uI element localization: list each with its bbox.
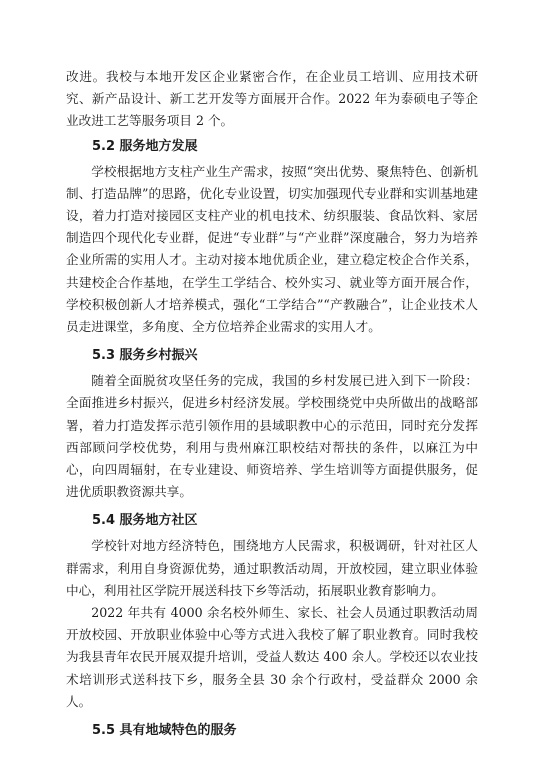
section-5-4-paragraph-1: 学校针对地方经济特色，围绕地方人民需求，积极调研，针对社区人群需求，利用自身资源优势，通过职教活动周，开放校园，建立职业体验中心，利用社区学院开展送科技下乡等活动，拓展职业教育影响力。 bbox=[66, 538, 478, 598]
section-5-4-paragraph-2: 2022 年共有 4000 余名校外师生、家长、社会人员通过职教活动周开放校园、开放职业体验中心等方式进入我校了解了职业教育。同时我校为我县青年农民开展双提升培训，受益人数达 400 余人。学校还以农业技术培训形式送科技下乡，服务全县 30 余个行政村，受益群众 2000 余人。 bbox=[66, 605, 478, 709]
intro-paragraph: 改进。我校与本地开发区企业紧密合作，在企业员工培训、应用技术研究、新产品设计、新工艺开发等方面展开合作。2022 年为泰硕电子等企业改进工艺等服务项目 2 个。 bbox=[66, 69, 478, 129]
section-heading-5-3: 5.3 服务乡村振兴 bbox=[92, 348, 198, 364]
section-heading-5-2: 5.2 服务地方发展 bbox=[92, 138, 198, 154]
section-5-2-paragraph: 学校根据地方支柱产业生产需求，按照“突出优势、聚焦特色、创新机制、打造品牌”的思路，优化专业设置，切实加强现代专业群和实训基地建设，着力打造对接园区支柱产业的机电技术、纺织服装、食品饮料、家居制造四个现代化专业群，促进“专业群”与“产业群”深度融合，努力为培养企业所需的实用人才。主动对接本地优质企业，建立稳定校企合作关系，共建校企合作基地，在学生工学结合、校外实习、就业等方面开展合作，学校积极创新人才培养模式，强化“工学结合”“产教融合”，让企业技术人员走进课堂，多角度、全方位培养企业需求的实用人才。 bbox=[66, 163, 478, 335]
section-heading-5-4: 5.4 服务地方社区 bbox=[92, 513, 198, 529]
section-heading-5-5: 5.5 具有地域特色的服务 bbox=[92, 723, 237, 739]
section-5-3-paragraph: 随着全面脱贫攻坚任务的完成，我国的乡村发展已进入到下一阶段：全面推进乡村振兴，促进乡村经济发展。学校围绕党中央所做出的战略部署，着力打造发挥示范引领作用的县域职教中心的示范田，同时充分发挥西部顾问学校优势，利用与贵州麻江职校结对帮扶的条件，以麻江为中心，向四周辐射，在专业建设、师资培养、学生培训等方面提供服务，促进优质职教资源共享。 bbox=[66, 373, 478, 500]
document-body bbox=[66, 66, 478, 745]
